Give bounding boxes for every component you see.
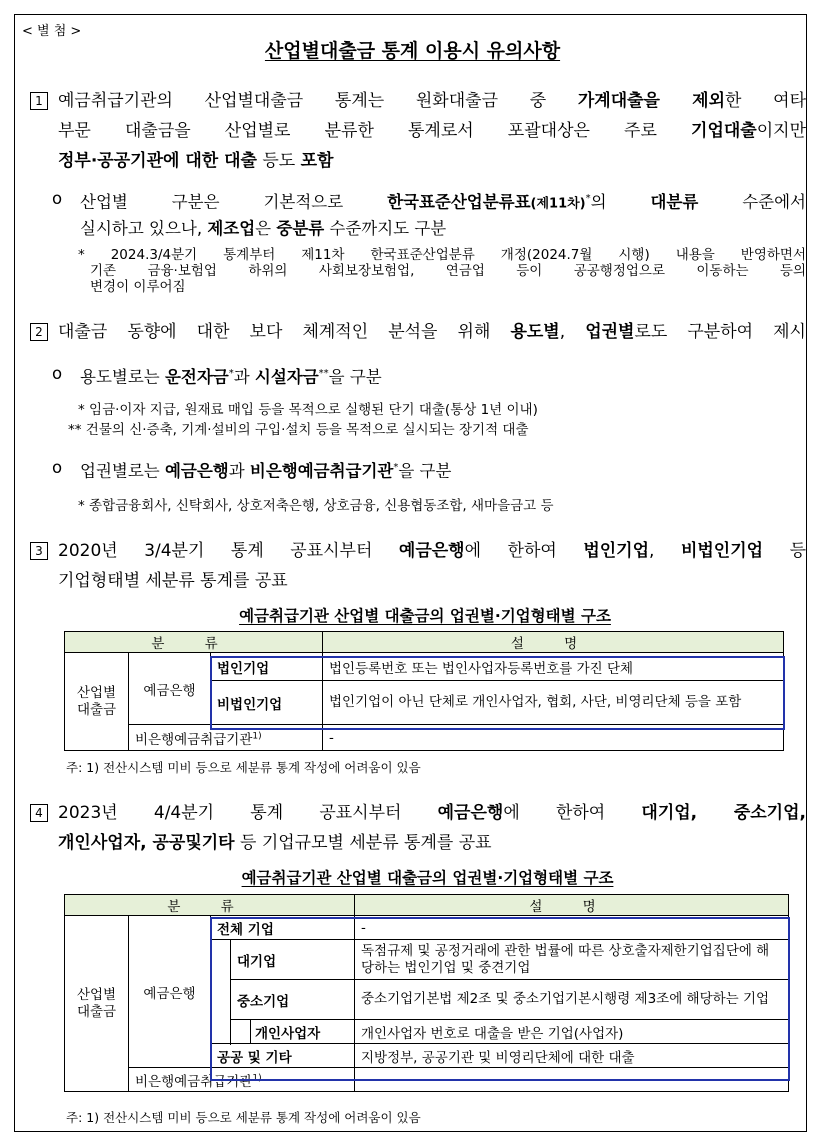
section-2-bullet-2-text: 업권별로는 예금은행과 비은행예금취급기관*을 구분	[80, 461, 452, 481]
table-row	[65, 916, 789, 940]
table-row	[65, 725, 784, 751]
table-1-header-description: 설 명	[323, 632, 784, 653]
table-1-r1-value: 법인등록번호 또는 법인사업자등록번호를 가진 단체	[323, 653, 784, 681]
attachment-tag: < 별 첨 >	[22, 24, 82, 39]
table-2-r3-key: 중소기업	[231, 980, 355, 1020]
table-2-r2-key: 대기업	[231, 940, 355, 980]
section-2-bullet-1-text: 용도별로는 운전자금*과 시설자금**을 구분	[80, 367, 382, 387]
table-2-r2-value: 독점규제 및 공정거래에 관한 법률에 따른 상호출자제한기업집단에 해당하는 법인기업 및 중견기업	[355, 940, 789, 980]
section-1-text: 예금취급기관의 산업별대출금 통계는 원화대출금 중 가계대출을 제외한 여타 부문 대출금을 산업별로 분류한 통계로서 포괄대상은 주로 기업대출이지만 정부·공공기관에 대한 대출 등도 포함	[58, 91, 807, 171]
table-1-r1-key: 법인기업	[211, 653, 323, 681]
section-4-text: 2023년 4/4분기 통계 공표시부터 예금은행에 한하여 대기업, 중소기업, 개인사업자, 공공및기타 등 기업규모별 세분류 통계를 공표	[58, 803, 806, 853]
section-2-number: 2	[30, 323, 48, 341]
section-4-number: 4	[30, 804, 48, 822]
table-1	[64, 631, 784, 751]
section-3-text: 2020년 3/4분기 통계 공표시부터 예금은행에 한하여 법인기업, 비법인기업 등 기업형태별 세분류 통계를 공표	[58, 541, 806, 591]
section-1-number: 1	[30, 92, 48, 110]
table-1-footnote: 주: 1) 전산시스템 미비 등으로 세분류 통계 작성에 어려움이 있음	[66, 760, 421, 775]
table-2-header-category: 분 류	[65, 895, 355, 916]
table-2-r5-value: 지방정부, 공공기관 및 비영리단체에 대한 대출	[355, 1044, 789, 1068]
table-1-r3-key: 비은행예금취급기관$^{1)}$	[129, 725, 323, 751]
section-2-bullet-1: ο	[52, 364, 63, 383]
table-2	[64, 894, 789, 1092]
table-2-r3-value: 중소기업기본법 제2조 및 중소기업기본시행령 제3조에 해당하는 기업	[355, 980, 789, 1020]
section-2-text: 대출금 동향에 대한 보다 체계적인 분석을 위해 용도별, 업권별로도 구분하여 제시	[58, 322, 806, 342]
table-2-title: 예금취급기관 산업별 대출금의 업권별·기업형태별 구조	[241, 869, 614, 887]
section-2-note-3: * 종합금융회사, 신탁회사, 상호저축은행, 상호금융, 신용협동조합, 새마을금고 등	[78, 498, 554, 514]
table-1-header-category: 분 류	[65, 632, 323, 653]
table-2-cat: 산업별 대출금	[65, 916, 129, 1092]
table-1-r2-key: 비법인기업	[211, 681, 323, 725]
table-2-footnote: 주: 1) 전산시스템 미비 등으로 세분류 통계 작성에 어려움이 있음	[66, 1110, 421, 1125]
table-row	[65, 653, 784, 681]
page-title: 산업별대출금 통계 이용시 유의사항	[264, 40, 561, 62]
table-2-r4-value: 개인사업자 번호로 대출을 받은 기업(사업자)	[355, 1020, 789, 1044]
table-2-r4-key: 개인사업자	[251, 1020, 355, 1044]
section-3-number: 3	[30, 542, 48, 560]
section-1-note: * 2024.3/4분기 통계부터 제11차 한국표준산업분류 개정(2024.7월 시행) 내용을 반영하면서 기존 금융·보험업 하위의 사회보장보험업, 연금업 등이 공공행정업으로 이동하는 등의 변경이 이루어짐	[78, 247, 806, 295]
table-2-r6-key: 비은행예금취급기관$^{1)}$	[129, 1068, 355, 1092]
table-2-r1-value: -	[355, 916, 789, 940]
table-1-r3-value: -	[323, 725, 784, 751]
table-1-r2-value: 법인기업이 아닌 단체로 개인사업자, 협회, 사단, 비영리단체 등을 포함	[323, 681, 784, 725]
table-1-bank: 예금은행	[129, 653, 211, 725]
table-1-title: 예금취급기관 산업별 대출금의 업권별·기업형태별 구조	[239, 607, 611, 625]
section-1-bullet-text: 산업별 구분은 기본적으로 한국표준산업분류표(제11차)*의 대분류 수준에서 실시하고 있으나, 제조업은 중분류 수준까지도 구분	[80, 192, 806, 238]
table-2-header	[65, 895, 789, 916]
section-2-bullet-2: ο	[52, 458, 63, 477]
table-row	[65, 1068, 789, 1092]
table-2-r6-value: -	[355, 1068, 789, 1092]
section-2-note-2: ** 건물의 신·증축, 기계·설비의 구입·설치 등을 목적으로 실시되는 장기적 대출	[68, 422, 529, 438]
table-2-r5-key: 공공 및 기타	[211, 1044, 355, 1068]
section-1-bullet: ο	[52, 189, 63, 208]
section-2-note-1: * 임금·이자 지급, 원재료 매입 등을 목적으로 실행된 단기 대출(통상 1년 이내)	[78, 402, 538, 418]
table-1-header	[65, 632, 784, 653]
table-2-bank: 예금은행	[129, 916, 211, 1068]
table-2-header-description: 설 명	[355, 895, 789, 916]
table-1-cat: 산업별 대출금	[65, 653, 129, 751]
table-2-r1-key: 전체 기업	[211, 916, 355, 940]
